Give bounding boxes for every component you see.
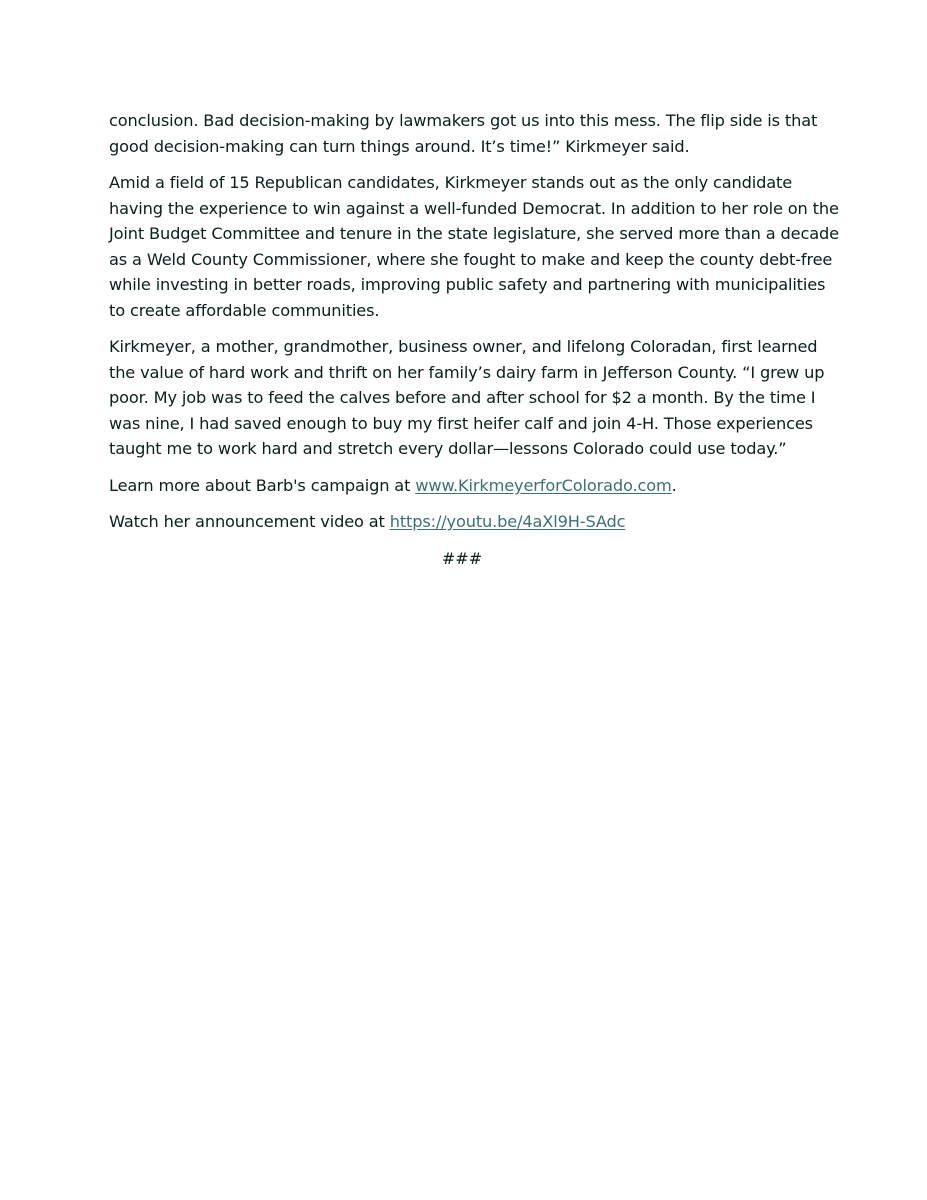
text-line: Kirkmeyer, a mother, grandmother, business owner, and lifelong Coloradan, first learned — [109, 337, 818, 356]
campaign-suffix: . — [671, 475, 677, 495]
paragraph-biography — [109, 334, 825, 462]
text-line: good decision-making can turn things around. It’s time!” Kirkmeyer said. — [109, 136, 690, 156]
announcement-video-link[interactable]: https://youtu.be/4aXl9H-SAdc — [389, 512, 626, 531]
video-line — [109, 509, 821, 535]
text-line: to create affordable communities. — [109, 300, 380, 320]
text-line: while investing in better roads, improving public safety and partnering with municipalities — [109, 275, 826, 294]
campaign-prefix: Learn more about Barb's campaign at — [109, 475, 416, 495]
end-marker: ### — [441, 548, 483, 568]
paragraph-conclusion — [109, 108, 821, 159]
text-line: Joint Budget Committee and tenure in the state legislature, she served more than a decade — [109, 224, 839, 243]
paragraph-video-link — [109, 509, 821, 535]
text-line: taught me to work hard and stretch every dollar—lessons Colorado could use today.” — [109, 439, 787, 458]
campaign-line — [109, 473, 821, 499]
text-line: was nine, I had saved enough to buy my first heifer calf and join 4-H. Those experiences — [109, 413, 813, 433]
text-line: poor. My job was to feed the calves before and after school for $2 a month. By the time I — [109, 388, 816, 407]
paragraph-campaign-link — [109, 473, 821, 499]
text-line: the value of hard work and thrift on her family’s dairy farm in Jefferson County. “I grew up — [109, 362, 825, 382]
text-line: Amid a field of 15 Republican candidates, Kirkmeyer stands out as the only candidate — [109, 173, 793, 192]
paragraph-candidates — [109, 170, 839, 323]
text-line: conclusion. Bad decision-making by lawmakers got us into this mess. The flip side is that — [109, 111, 818, 130]
text-line: having the experience to win against a well-funded Democrat. In addition to her role on the — [109, 198, 839, 218]
video-prefix: Watch her announcement video at — [109, 512, 390, 531]
campaign-website-link[interactable]: www.KirkmeyerforColorado.com — [415, 475, 672, 495]
document-page — [109, 108, 839, 571]
text-line: as a Weld County Commissioner, where she fought to make and keep the county debt-free — [109, 249, 833, 269]
